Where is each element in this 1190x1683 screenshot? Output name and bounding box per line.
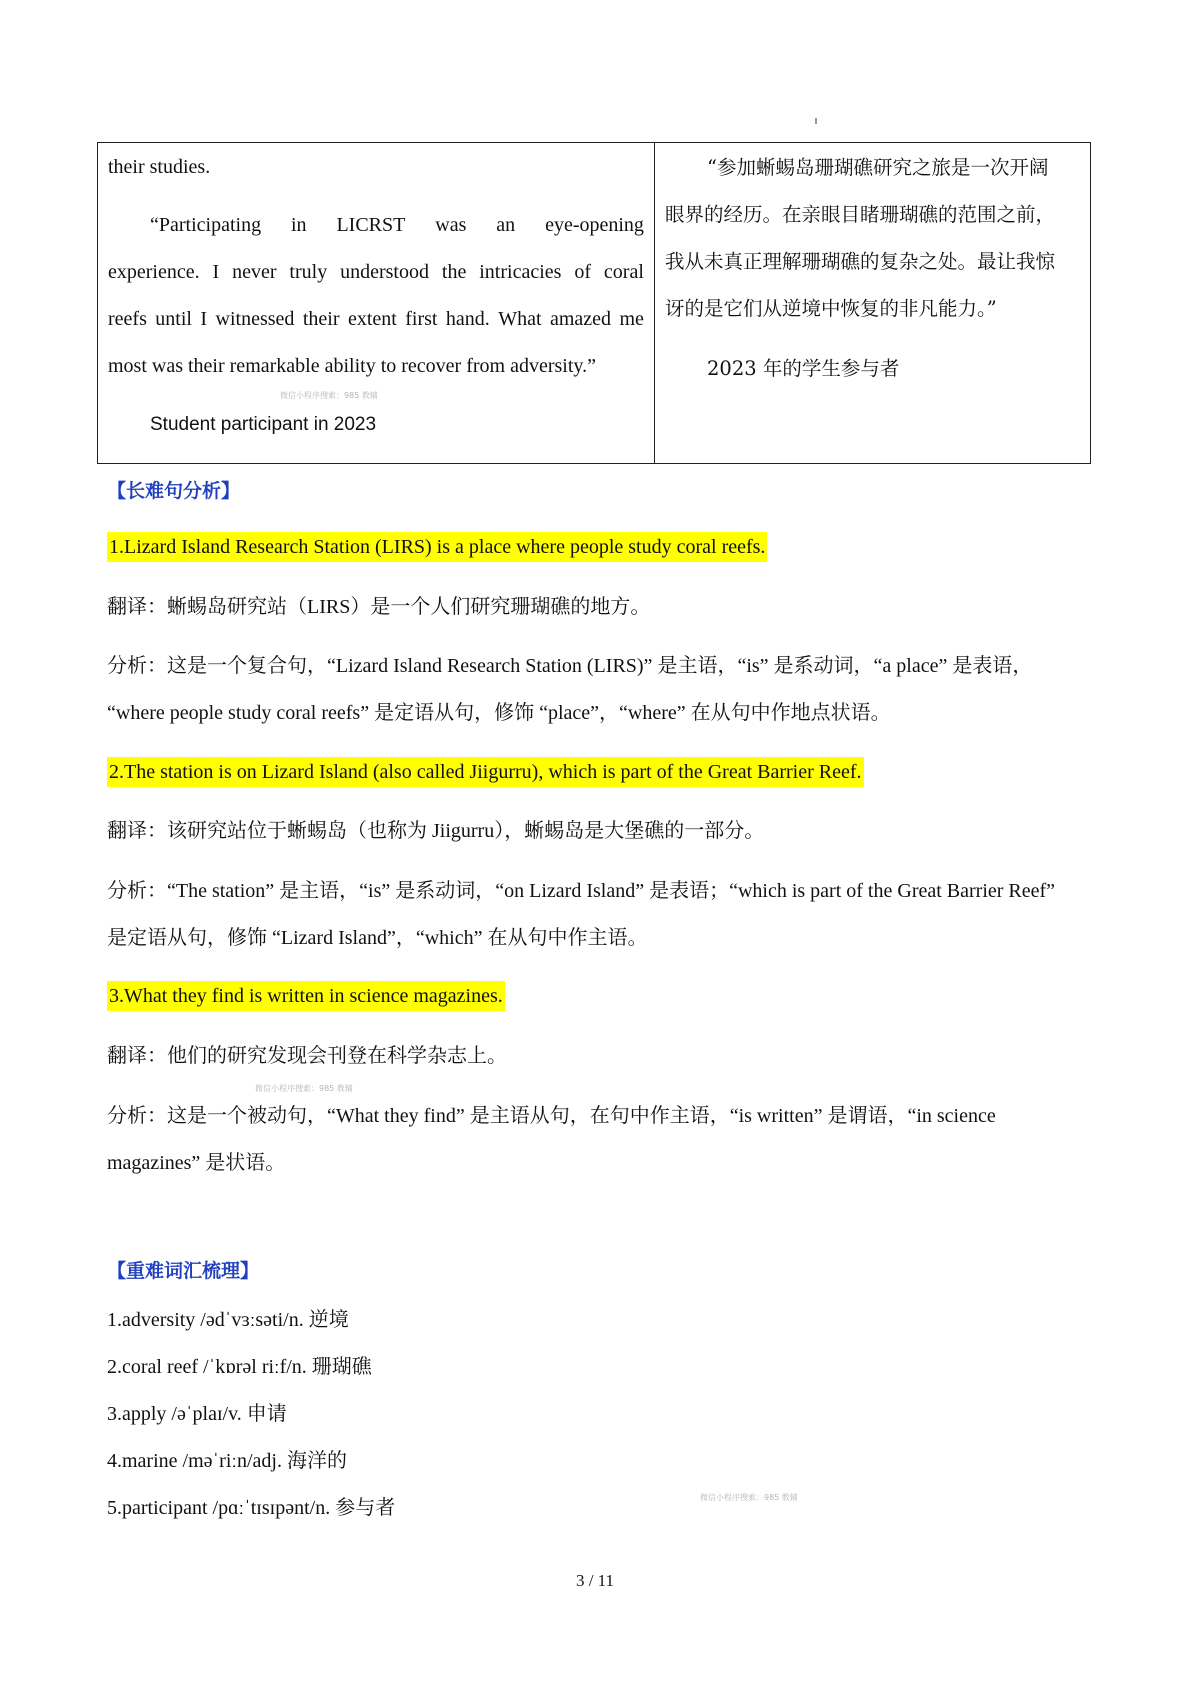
quote-word: experience. [108, 261, 200, 283]
page-mark [815, 118, 817, 124]
quote-word: in [290, 214, 307, 236]
passage-line: their studies. [108, 156, 211, 178]
quote-word: What [498, 308, 542, 330]
attribution-zh: 2023 年的学生参与者 [707, 357, 900, 380]
quote-word: eye-opening [545, 214, 644, 236]
quote-word: LICRST [336, 214, 406, 236]
quote-word: the [441, 261, 467, 283]
translation-line: 眼界的经历。在亲眼目睹珊瑚礁的范围之前， [665, 203, 1056, 226]
vocab-item: 2.coral reef /ˈkɒrəl riːf/n. 珊瑚礁 [107, 1356, 372, 1378]
highlighted-sentence: 3.What they find is written in science magazines. [107, 981, 505, 1011]
translation-paragraph: 翻译：他们的研究发现会刊登在科学杂志上。 [107, 1045, 507, 1067]
quote-word: understood [340, 261, 429, 283]
vocab-item: 3.apply /əˈplaɪ/v. 申请 [107, 1403, 287, 1425]
quote-word: until [155, 308, 192, 330]
quote-word: an [496, 214, 516, 236]
analysis-heading: 【长难句分析】 [107, 480, 241, 502]
quote-word: hand. [445, 308, 490, 330]
translation-paragraph: 翻译：蜥蜴岛研究站（LIRS）是一个人们研究珊瑚礁的地方。 [107, 596, 651, 618]
quote-word: of [574, 261, 592, 283]
chinese-column [655, 143, 1091, 464]
watermark-text: 微信小程序搜索：985 教辅 [255, 1084, 353, 1093]
highlighted-sentence: 2.The station is on Lizard Island (also called Jiigurru), which is part of the Great Barrier Reef. [107, 757, 864, 787]
quote-word: extent [347, 308, 397, 330]
vocab-item: 5.participant /pɑːˈtɪsɪpənt/n. 参与者 [107, 1497, 396, 1519]
quote-line-justified [108, 260, 644, 284]
analysis-line: 分析：这是一个复合句，“Lizard Island Research Station (LIRS)” 是主语，“is” 是系动词，“a place” 是表语， [107, 655, 1033, 677]
quote-line-justified [150, 213, 644, 237]
analysis-line: 是定语从句，修饰 “Lizard Island”，“which” 在从句中作主语。 [107, 927, 648, 949]
quote-word: I [212, 261, 220, 283]
vocab-item: 4.marine /məˈriːn/adj. 海洋的 [107, 1450, 347, 1472]
watermark-text: 微信小程序搜索：985 教辅 [280, 391, 378, 400]
quote-line-justified [108, 307, 644, 331]
english-column [98, 143, 655, 464]
quote-line: most was their remarkable ability to recover from adversity.” [108, 355, 596, 377]
analysis-line: 分析：“The station” 是主语，“is” 是系动词，“on Lizard Island” 是表语；“which is part of the Great Barrier Reef” [107, 880, 1056, 902]
analysis-line: 分析：这是一个被动句，“What they find” 是主语从句，在句中作主语，“is written” 是谓语，“in science [107, 1105, 996, 1127]
quote-word: coral [603, 261, 644, 283]
translation-line: 我从未真正理解珊瑚礁的复杂之处。最让我惊 [665, 250, 1056, 273]
passage-table [97, 142, 1091, 464]
quote-word: intricacies [479, 261, 562, 283]
vocab-item: 1.adversity /ədˈvɜːsəti/n. 逆境 [107, 1309, 349, 1331]
quote-word: “Participating [150, 214, 262, 236]
analysis-line: “where people study coral reefs” 是定语从句，修饰 “place”，“where” 在从句中作地点状语。 [107, 702, 891, 724]
watermark-text: 微信小程序搜索：985 教辅 [700, 1493, 798, 1502]
quote-word: truly [289, 261, 328, 283]
translation-line: 讶的是它们从逆境中恢复的非凡能力。” [665, 297, 997, 320]
translation-paragraph: 翻译：该研究站位于蜥蜴岛（也称为 Jiigurru），蜥蜴岛是大堡礁的一部分。 [107, 820, 765, 842]
vocab-heading: 【重难词汇梳理】 [107, 1260, 260, 1282]
attribution: Student participant in 2023 [150, 414, 377, 435]
page-number: 3 / 11 [575, 1571, 615, 1590]
quote-word: their [302, 308, 340, 330]
quote-word: was [435, 214, 467, 236]
analysis-line: magazines” 是状语。 [107, 1152, 286, 1174]
quote-word: me [619, 308, 644, 330]
highlighted-sentence: 1.Lizard Island Research Station (LIRS) is a place where people study coral reefs. [107, 532, 767, 562]
translation-line: “参加蜥蜴岛珊瑚礁研究之旅是一次开阔 [707, 156, 1049, 179]
quote-word: first [405, 308, 438, 330]
quote-word: reefs [108, 308, 147, 330]
quote-word: never [232, 261, 277, 283]
quote-word: amazed [549, 308, 612, 330]
quote-word: witnessed [215, 308, 295, 330]
quote-word: I [200, 308, 208, 330]
